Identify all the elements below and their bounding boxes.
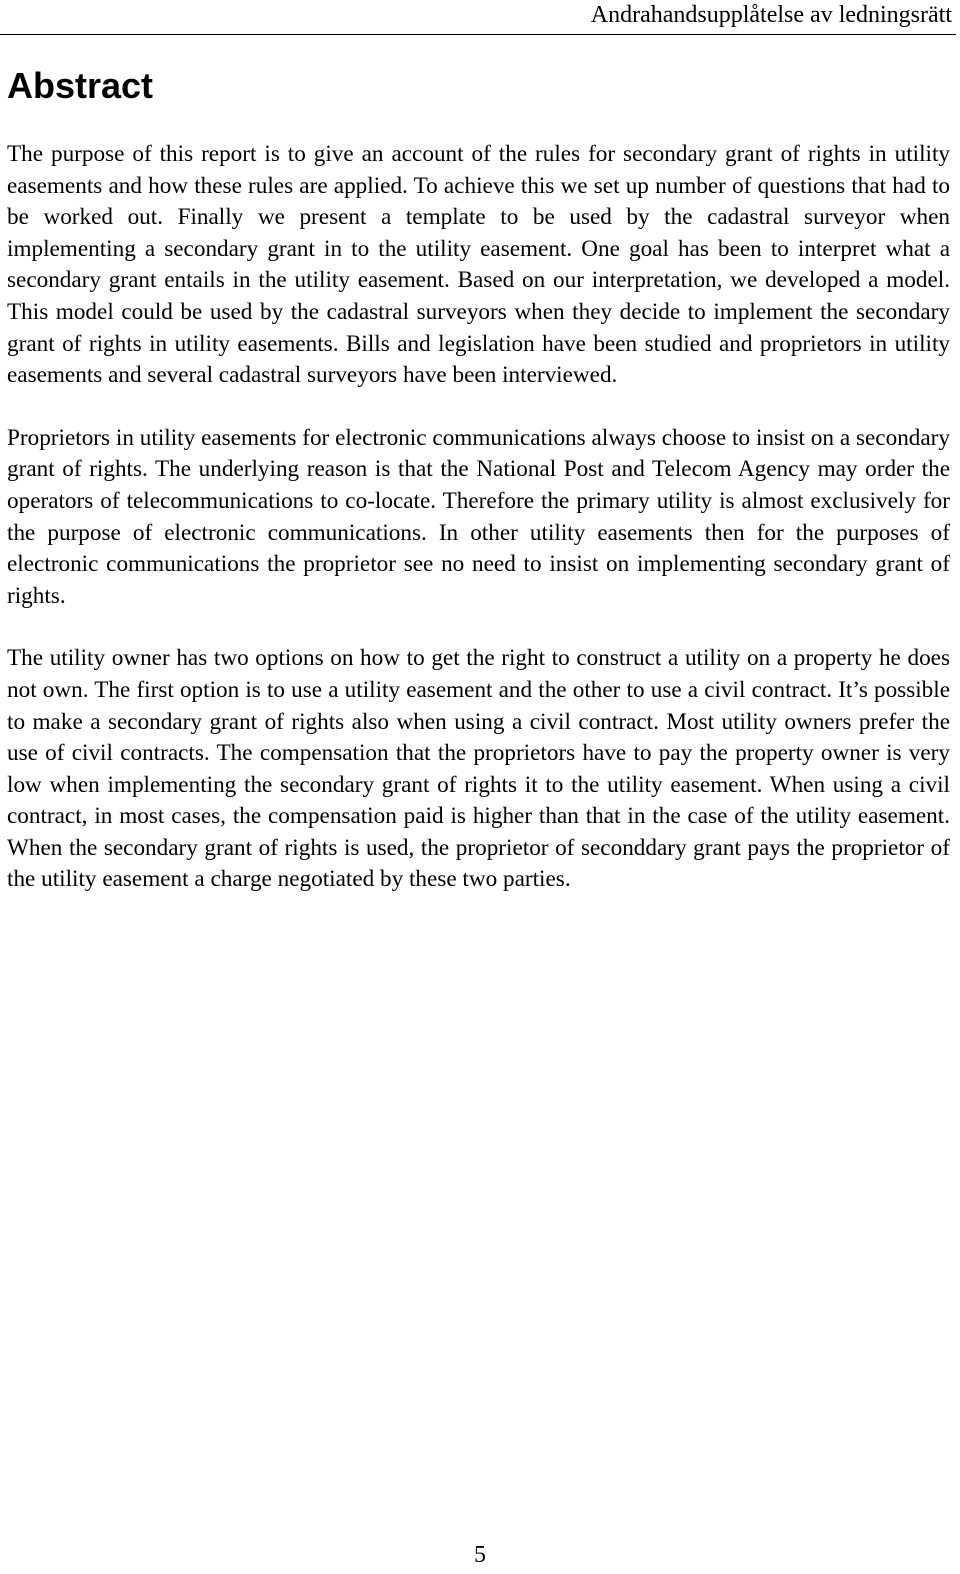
- paragraph: The purpose of this report is to give an account of the rules for secondary grant of rights in utility easements and how these rules are applied. To achieve this we set up number of questions that had to be worked out. Finally we present a template to be used by the cadastral surveyor when implementing a secondary grant in to the utility easement. One goal has been to interpret what a secondary grant entails in the utility easement. Based on our interpretation, we developed a model. This model could be used by the cadastral surveyors when they decide to implement the secondary grant of rights in utility easements. Bills and legislation have been studied and proprietors in utility easements and several cadastral surveyors have been interviewed.: [7, 141, 950, 389]
- abstract-body: [7, 139, 950, 927]
- paragraph: The utility owner has two options on how to get the right to construct a utility on a property he does not own. The first option is to use a utility easement and the other to use a civil contract. It’s possible to make a secondary grant of rights also when using a civil contract. Most utility owners prefer the use of civil contracts. The compensation that the proprietors have to pay the property owner is very low when implementing the secondary grant of rights it to the utility easement. When using a civil contract, in most cases, the compensation paid is higher than that in the case of the utility easement. When the secondary grant of rights is used, the proprietor of seconddary grant pays the proprietor of the utility easement a charge negotiated by these two parties.: [7, 645, 950, 893]
- running-header: [0, 0, 956, 35]
- paragraph: Proprietors in utility easements for electronic communications always choose to insist on a secondary grant of rights. The underlying reason is that the National Post and Telecom Agency may order the operators of telecommunications to co-locate. Therefore the primary utility is almost exclusively for the purpose of electronic communications. In other utility easements then for the purposes of electronic communications the proprietor see no need to insist on implementing secondary grant of rights.: [7, 424, 950, 609]
- document-title: Andrahandsupplåtelse av ledningsrätt: [590, 2, 952, 28]
- section-heading: Abstract: [7, 65, 154, 106]
- page-number: 5: [474, 1542, 486, 1568]
